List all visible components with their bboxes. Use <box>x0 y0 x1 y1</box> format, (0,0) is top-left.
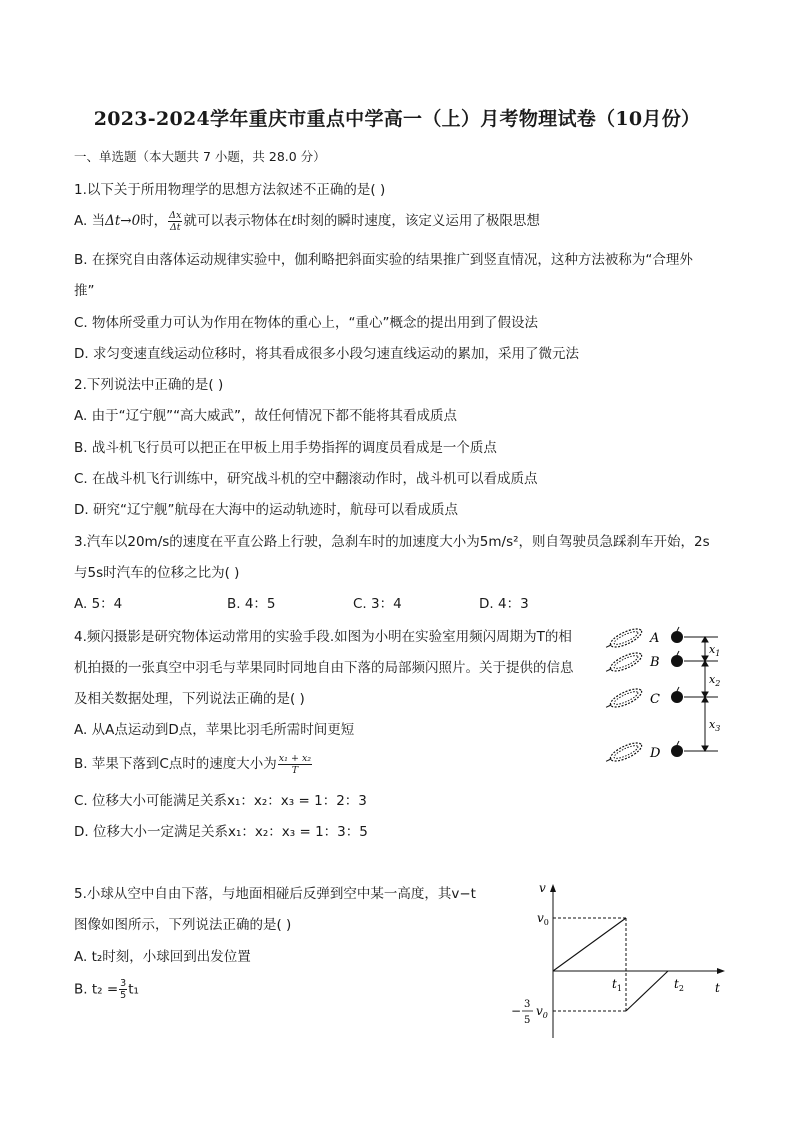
q5-b-text: B. t₂ = <box>74 981 119 998</box>
t1-label <box>612 977 622 993</box>
q5-stem-line1: 5.小球从空中自由下落，与地面相碰后反弹到空中某一高度，其v−t <box>74 886 476 902</box>
q1-a-t: t <box>291 213 297 229</box>
feather-c <box>604 685 644 712</box>
q5-vt-graph <box>505 878 735 1043</box>
q5-stem-line2: 图像如图所示，下列说法正确的是( ) <box>74 917 292 933</box>
q1-a-text3: 时刻的瞬时速度，该定义运用了极限思想 <box>296 213 540 229</box>
t1-t: t <box>612 977 617 991</box>
feather-d <box>604 739 644 766</box>
q4-b-frac-den: T <box>291 764 299 776</box>
velocity-lines <box>553 918 668 1011</box>
q2-stem: 2.下列说法中正确的是( ) <box>74 377 224 393</box>
q5-option-b <box>74 978 139 1001</box>
q1-a-condition: Δt→0 <box>105 213 141 229</box>
section-heading: 一、单选题（本大题共 7 小题，共 28.0 分） <box>74 149 326 164</box>
v-axis-label: v <box>539 881 546 895</box>
label-x3: $x_3$ <box>709 718 721 733</box>
v0-label <box>537 911 549 927</box>
apple-d <box>671 741 683 757</box>
neg-v0 <box>536 1004 548 1020</box>
q2-option-d: D. 研究“辽宁舰”航母在大海中的运动轨迹时，航母可以看成质点 <box>74 502 458 518</box>
apple-b <box>671 651 683 667</box>
q3-option-b: B. 4：5 <box>227 596 276 612</box>
neg-sign: − <box>511 1004 522 1018</box>
t2-t: t <box>674 977 679 991</box>
q5-option-a: A. t₂时刻，小球回到出发位置 <box>74 949 251 965</box>
rising-segment <box>626 971 668 1011</box>
apple-c <box>671 687 683 703</box>
t-axis-arrow <box>717 968 725 974</box>
q3-option-c: C. 3：4 <box>353 596 402 612</box>
neg-frac-num: 3 <box>524 999 531 1010</box>
q3-stem-line1: 3.汽车以20m/s的速度在平直公路上行驶，急刹车时的加速度大小为5m/s²，则自驾驶员急踩刹车开始，2s <box>74 534 710 550</box>
q5-b-fraction <box>119 978 127 1001</box>
exam-title: 2023-2024学年重庆市重点中学高一（上）月考物理试卷（10月份） <box>93 108 701 130</box>
q2-option-c: C. 在战斗机飞行训练中，研究战斗机的空中翻滚动作时，战斗机可以看成质点 <box>74 471 538 487</box>
point-label-a: A <box>650 631 660 646</box>
q1-a-text2: 就可以表示物体在 <box>183 213 292 229</box>
distance-labels <box>709 643 720 733</box>
t1-sub: 1 <box>616 984 622 993</box>
falling-segment <box>553 918 626 971</box>
q5-b-t1: t₁ <box>128 981 139 998</box>
guide-lines <box>553 918 626 1011</box>
apple-a <box>671 627 683 643</box>
v0-sub: 0 <box>543 918 549 927</box>
feather-a <box>604 625 644 652</box>
neg-frac-den: 5 <box>524 1015 531 1026</box>
q1-a-frac-num: Δx <box>169 209 182 221</box>
label-x1: $x_1$ <box>709 643 721 658</box>
feather-images <box>604 625 644 766</box>
q4-stem-line1: 4.频闪摄影是研究物体运动常用的实验手段.如图为小明在实验室用频闪周期为T的相 <box>74 629 572 645</box>
q5-b-frac-num: 3 <box>120 978 127 989</box>
q1-option-c: C. 物体所受重力可认为作用在物体的重心上，“重心”概念的提出用到了假设法 <box>74 315 538 331</box>
point-label-c: C <box>650 692 660 707</box>
t-axis-label: t <box>715 981 720 995</box>
q4-option-b <box>74 752 313 776</box>
point-labels <box>649 631 661 761</box>
t2-label <box>674 977 684 993</box>
q4-b-fraction <box>278 753 312 776</box>
q3-option-d: D. 4：3 <box>479 596 529 612</box>
q4-strobe-figure <box>600 620 730 770</box>
graph-axes <box>553 886 723 1038</box>
neg-v: v <box>536 1004 543 1018</box>
t2-sub: 2 <box>678 984 684 993</box>
q4-b-text: B. 苹果下落到C点时的速度大小为 <box>74 756 277 772</box>
neg-v0-label <box>511 999 548 1026</box>
neg-v-sub: 0 <box>542 1011 548 1020</box>
apple-images <box>671 627 683 757</box>
point-label-d: D <box>650 746 661 761</box>
q1-option-d: D. 求匀变速直线运动位移时，将其看成很多小段匀速直线运动的累加，采用了微元法 <box>74 346 579 362</box>
v0-v: v <box>537 911 544 925</box>
q1-a-fraction <box>168 210 182 233</box>
q4-b-frac-num: x₁ + x₂ <box>278 752 312 764</box>
q1-option-b-line2: 推” <box>74 283 95 299</box>
q1-stem: 1.以下关于所用物理学的思想方法叙述不正确的是( ) <box>74 182 386 198</box>
q5-b-frac-den: 5 <box>120 990 127 1001</box>
q1-a-prefix: A. 当 <box>74 213 106 229</box>
q4-option-d: D. 位移大小一定满足关系x₁：x₂：x₃ = 1：3：5 <box>74 824 368 840</box>
label-x2: $x_2$ <box>709 673 721 688</box>
q2-option-a: A. 由于“辽宁舰”“高大威武”，故任何情况下都不能将其看成质点 <box>74 408 458 424</box>
v-axis-arrow <box>550 884 556 892</box>
q4-option-c: C. 位移大小可能满足关系x₁：x₂：x₃ = 1：2：3 <box>74 793 367 809</box>
point-label-b: B <box>650 655 660 670</box>
q3-options <box>74 592 574 612</box>
q3-option-a: A. 5：4 <box>74 596 123 612</box>
q4-stem-line3: 及相关数据处理，下列说法正确的是( ) <box>74 691 305 707</box>
q1-option-b-line1: B. 在探究自由落体运动规律实验中，伽利略把斜面实验的结果推广到竖直情况，这种方法被称为“合理外 <box>74 252 693 268</box>
feather-b <box>604 649 644 676</box>
q2-option-b: B. 战斗机飞行员可以把正在甲板上用手势指挥的调度员看成是一个质点 <box>74 440 497 456</box>
q1-option-a <box>74 209 540 233</box>
q1-a-frac-den: Δt <box>169 221 181 233</box>
graph-labels <box>537 881 720 995</box>
q3-stem-line2: 与5s时汽车的位移之比为( ) <box>74 565 240 581</box>
q4-stem-line2: 机拍摄的一张真空中羽毛与苹果同时同地自由下落的局部频闪照片。关于提供的信息 <box>74 660 574 676</box>
q4-option-a: A. 从A点运动到D点，苹果比羽毛所需时间更短 <box>74 722 355 738</box>
q1-a-text1: 时， <box>140 213 168 229</box>
